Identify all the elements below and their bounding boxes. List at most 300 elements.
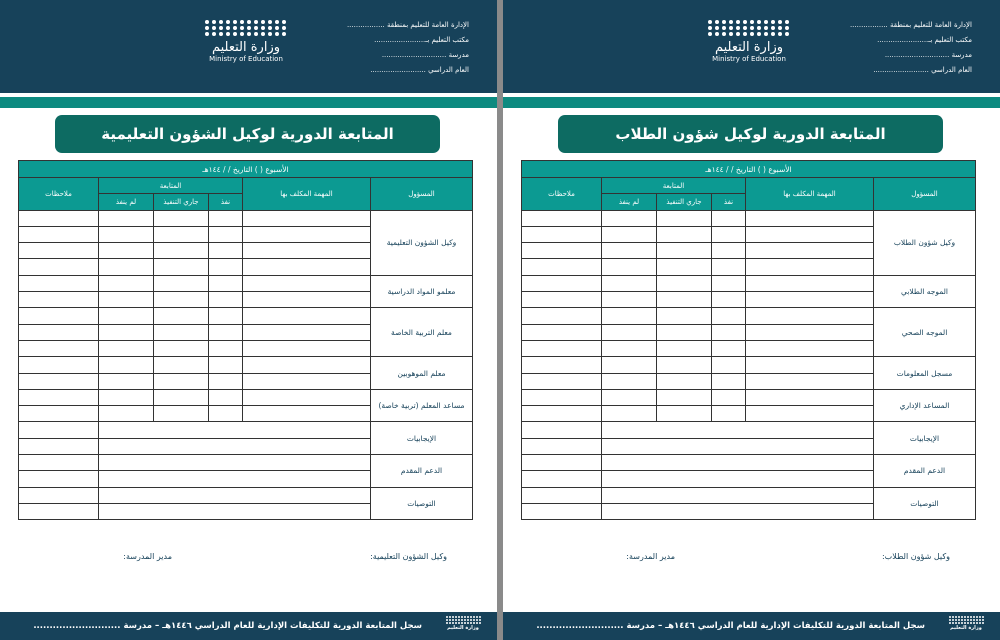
logo-dot: [949, 619, 951, 621]
logo-dot: [970, 619, 972, 621]
notes-cell[interactable]: [522, 292, 602, 308]
logo-dot: [976, 622, 978, 624]
in-progress-cell[interactable]: [154, 259, 209, 275]
responsible-cell: الموجه الصحي: [874, 308, 976, 357]
task-cell[interactable]: [243, 292, 371, 308]
not-done-cell[interactable]: [602, 210, 657, 226]
info-line: مكتب التعليم بـ.......................: [877, 36, 972, 44]
task-cell[interactable]: [746, 292, 874, 308]
notes-cell[interactable]: [19, 455, 99, 471]
logo-dot: [982, 622, 984, 624]
table-row: [522, 422, 976, 438]
logo-dot: [964, 622, 966, 624]
logo-dot: [212, 20, 216, 24]
notes-cell[interactable]: [522, 210, 602, 226]
not-done-cell[interactable]: [99, 308, 154, 324]
task-cell[interactable]: [243, 406, 371, 422]
notes-cell[interactable]: [19, 487, 99, 503]
logo-dot: [771, 20, 775, 24]
not-done-cell[interactable]: [602, 373, 657, 389]
not-done-cell[interactable]: [99, 292, 154, 308]
notes-cell[interactable]: [19, 275, 99, 291]
task-cell[interactable]: [243, 308, 371, 324]
summary-cell[interactable]: [99, 487, 371, 503]
logo-dot: [961, 622, 963, 624]
not-done-cell[interactable]: [602, 292, 657, 308]
summary-label-cell: التوصيات: [874, 487, 976, 520]
logo-dot: [254, 32, 258, 36]
agent-signature-label: وكيل شؤون الطلاب:: [881, 552, 950, 561]
done-cell[interactable]: [209, 292, 243, 308]
summary-cell[interactable]: [602, 422, 874, 438]
in-progress-cell[interactable]: [657, 226, 712, 242]
task-cell[interactable]: [243, 324, 371, 340]
logo-dot: [958, 616, 960, 618]
in-progress-cell[interactable]: [154, 292, 209, 308]
logo-dot: [212, 32, 216, 36]
in-progress-cell[interactable]: [154, 373, 209, 389]
table-row: [19, 487, 473, 503]
logo-dot: [949, 622, 951, 624]
in-progress-cell[interactable]: [154, 357, 209, 373]
logo-dot: [458, 619, 460, 621]
notes-cell[interactable]: [19, 438, 99, 454]
done-cell[interactable]: [712, 210, 746, 226]
not-done-cell[interactable]: [602, 324, 657, 340]
summary-cell[interactable]: [99, 455, 371, 471]
table-row: [19, 455, 473, 471]
logo-dot: [476, 616, 478, 618]
in-progress-header: جاري التنفيذ: [154, 194, 209, 210]
page-footer: [503, 612, 1000, 640]
not-done-cell[interactable]: [99, 210, 154, 226]
logo-dot: [736, 20, 740, 24]
responsible-cell: معلمو المواد الدراسية: [371, 275, 473, 308]
not-done-cell[interactable]: [602, 275, 657, 291]
summary-cell[interactable]: [99, 438, 371, 454]
task-header: المهمة المكلف بها: [746, 178, 874, 211]
notes-cell[interactable]: [19, 243, 99, 259]
logo-dot: [970, 616, 972, 618]
task-cell[interactable]: [243, 275, 371, 291]
logo-dot: [708, 32, 712, 36]
done-cell[interactable]: [712, 324, 746, 340]
logo-dot: [233, 32, 237, 36]
logo-dot: [254, 20, 258, 24]
in-progress-cell[interactable]: [657, 210, 712, 226]
in-progress-cell[interactable]: [657, 292, 712, 308]
notes-cell[interactable]: [522, 357, 602, 373]
done-cell[interactable]: [712, 406, 746, 422]
page-header: [503, 0, 1000, 93]
responsible-cell: معلم الموهوبين: [371, 357, 473, 390]
logo-dot: [976, 616, 978, 618]
logo-dot: [455, 619, 457, 621]
not-done-cell[interactable]: [99, 275, 154, 291]
logo-dot: [268, 32, 272, 36]
table-row: [19, 422, 473, 438]
not-done-cell[interactable]: [602, 226, 657, 242]
in-progress-cell[interactable]: [657, 324, 712, 340]
logo-dot: [247, 20, 251, 24]
in-progress-cell[interactable]: [657, 275, 712, 291]
logo-dot: [476, 619, 478, 621]
logo-dot: [476, 622, 478, 624]
done-cell[interactable]: [209, 210, 243, 226]
task-cell[interactable]: [746, 389, 874, 405]
done-cell[interactable]: [209, 308, 243, 324]
logo-dot: [261, 20, 265, 24]
followup-table: [521, 160, 976, 520]
responsible-cell: مساعد المعلم (تربية خاصة): [371, 389, 473, 422]
not-done-cell[interactable]: [99, 226, 154, 242]
logo-dot: [743, 26, 747, 30]
notes-cell[interactable]: [19, 357, 99, 373]
not-done-cell[interactable]: [602, 389, 657, 405]
logo-dot: [729, 32, 733, 36]
logo-dot: [254, 26, 258, 30]
task-cell[interactable]: [746, 406, 874, 422]
logo-dot: [240, 32, 244, 36]
responsible-header: المسؤول: [874, 178, 976, 211]
done-cell[interactable]: [209, 406, 243, 422]
page-title: المتابعة الدورية لوكيل شؤون الطلاب: [558, 115, 943, 153]
done-cell[interactable]: [712, 340, 746, 356]
footer-text: سجل المتابعة الدورية للتكليفات الإدارية للعام الدراسي ١٤٤٦هـ – مدرسة ...........................: [536, 621, 925, 631]
done-cell[interactable]: [209, 275, 243, 291]
logo-dot: [455, 622, 457, 624]
logo-dot: [233, 26, 237, 30]
logo-dots-icon: [946, 616, 986, 624]
in-progress-cell[interactable]: [154, 389, 209, 405]
not-done-cell[interactable]: [99, 259, 154, 275]
not-done-cell[interactable]: [99, 357, 154, 373]
table-row: [522, 275, 976, 291]
logo-dot: [708, 20, 712, 24]
logo-dot: [452, 622, 454, 624]
logo-dot: [461, 619, 463, 621]
logo-dot: [452, 619, 454, 621]
page-footer: [0, 612, 497, 640]
notes-cell[interactable]: [522, 275, 602, 291]
in-progress-cell[interactable]: [657, 340, 712, 356]
summary-cell[interactable]: [602, 487, 874, 503]
done-cell[interactable]: [209, 389, 243, 405]
done-cell[interactable]: [209, 226, 243, 242]
not-done-cell[interactable]: [99, 389, 154, 405]
logo-dot: [778, 26, 782, 30]
responsible-cell: المساعد الإداري: [874, 389, 976, 422]
not-done-cell[interactable]: [602, 243, 657, 259]
logo-dot: [964, 619, 966, 621]
task-cell[interactable]: [746, 275, 874, 291]
not-done-cell[interactable]: [602, 259, 657, 275]
task-cell[interactable]: [243, 210, 371, 226]
in-progress-cell[interactable]: [657, 243, 712, 259]
logo-dot: [268, 26, 272, 30]
notes-cell[interactable]: [19, 340, 99, 356]
logo-dot: [736, 26, 740, 30]
task-cell[interactable]: [243, 373, 371, 389]
logo-dot: [479, 616, 481, 618]
notes-cell[interactable]: [522, 389, 602, 405]
done-cell[interactable]: [712, 275, 746, 291]
school-info: [347, 18, 469, 78]
logo-dot: [449, 616, 451, 618]
done-cell[interactable]: [209, 324, 243, 340]
notes-cell[interactable]: [522, 438, 602, 454]
table-row: [522, 210, 976, 226]
ministry-logo: [205, 20, 287, 63]
logo-dot: [743, 32, 747, 36]
week-date-header: الأسبوع ( ) التاريخ / / ١٤٤هـ: [19, 161, 473, 178]
task-cell[interactable]: [746, 210, 874, 226]
done-cell[interactable]: [712, 389, 746, 405]
logo-dot: [275, 32, 279, 36]
task-cell[interactable]: [746, 259, 874, 275]
done-cell[interactable]: [209, 373, 243, 389]
notes-cell[interactable]: [522, 226, 602, 242]
logo-dot: [205, 20, 209, 24]
not-done-cell[interactable]: [99, 243, 154, 259]
principal-signature-label: مدير المدرسة:: [123, 552, 172, 561]
in-progress-cell[interactable]: [657, 389, 712, 405]
task-cell[interactable]: [243, 259, 371, 275]
done-cell[interactable]: [712, 259, 746, 275]
logo-dot: [715, 32, 719, 36]
footer-logo: [443, 616, 483, 631]
logo-dot: [473, 616, 475, 618]
done-cell[interactable]: [712, 357, 746, 373]
table-row: [522, 389, 976, 405]
in-progress-cell[interactable]: [154, 275, 209, 291]
summary-cell[interactable]: [602, 471, 874, 487]
logo-dot: [226, 20, 230, 24]
in-progress-cell[interactable]: [154, 324, 209, 340]
logo-dot: [205, 32, 209, 36]
logo-dot: [958, 622, 960, 624]
logo-dot: [268, 20, 272, 24]
done-cell[interactable]: [209, 259, 243, 275]
logo-dot: [226, 26, 230, 30]
done-cell[interactable]: [209, 357, 243, 373]
task-cell[interactable]: [746, 308, 874, 324]
in-progress-cell[interactable]: [657, 373, 712, 389]
table-row: [19, 308, 473, 324]
summary-label-cell: الإيجابيات: [371, 422, 473, 455]
logo-dot: [205, 26, 209, 30]
page-header: [0, 0, 497, 93]
not-done-cell[interactable]: [99, 324, 154, 340]
notes-cell[interactable]: [19, 503, 99, 519]
notes-cell[interactable]: [522, 503, 602, 519]
notes-cell[interactable]: [522, 487, 602, 503]
logo-dot: [757, 32, 761, 36]
notes-cell[interactable]: [19, 292, 99, 308]
done-cell[interactable]: [712, 308, 746, 324]
notes-cell[interactable]: [522, 422, 602, 438]
summary-cell[interactable]: [99, 471, 371, 487]
not-done-cell[interactable]: [99, 373, 154, 389]
form-page-right: [503, 0, 1000, 640]
notes-cell[interactable]: [19, 324, 99, 340]
in-progress-cell[interactable]: [154, 406, 209, 422]
notes-cell[interactable]: [19, 210, 99, 226]
table-row: [522, 357, 976, 373]
logo-dot: [233, 20, 237, 24]
info-line: مدرسة .............................: [381, 51, 469, 59]
table-row: [19, 210, 473, 226]
not-done-cell[interactable]: [602, 357, 657, 373]
logo-dot: [219, 26, 223, 30]
logo-dots-icon: [708, 20, 790, 36]
logo-dot: [949, 616, 951, 618]
in-progress-header: جاري التنفيذ: [657, 194, 712, 210]
logo-dot: [446, 616, 448, 618]
done-cell[interactable]: [712, 226, 746, 242]
summary-cell[interactable]: [602, 503, 874, 519]
in-progress-cell[interactable]: [154, 226, 209, 242]
task-cell[interactable]: [243, 226, 371, 242]
responsible-cell: وكيل شؤون الطلاب: [874, 210, 976, 275]
task-cell[interactable]: [746, 243, 874, 259]
task-cell[interactable]: [746, 226, 874, 242]
logo-dots-icon: [205, 20, 287, 36]
task-cell[interactable]: [746, 373, 874, 389]
logo-dot: [778, 20, 782, 24]
logo-dot: [729, 20, 733, 24]
logo-dot: [455, 616, 457, 618]
in-progress-cell[interactable]: [154, 210, 209, 226]
logo-arabic: وزارة التعليم: [714, 40, 784, 55]
notes-cell[interactable]: [19, 389, 99, 405]
not-done-cell[interactable]: [602, 406, 657, 422]
logo-dot: [771, 26, 775, 30]
in-progress-cell[interactable]: [657, 357, 712, 373]
logo-dot: [275, 26, 279, 30]
done-header: نفذ: [209, 194, 243, 210]
notes-cell[interactable]: [522, 455, 602, 471]
done-cell[interactable]: [209, 340, 243, 356]
logo-dot: [750, 20, 754, 24]
done-cell[interactable]: [712, 243, 746, 259]
summary-label-cell: الإيجابيات: [874, 422, 976, 455]
in-progress-cell[interactable]: [657, 308, 712, 324]
in-progress-cell[interactable]: [154, 243, 209, 259]
notes-cell[interactable]: [19, 422, 99, 438]
accent-strip: [503, 97, 1000, 108]
summary-cell[interactable]: [99, 503, 371, 519]
task-cell[interactable]: [243, 389, 371, 405]
not-done-header: لم ينفذ: [99, 194, 154, 210]
logo-dot: [764, 20, 768, 24]
in-progress-cell[interactable]: [657, 259, 712, 275]
logo-dot: [764, 26, 768, 30]
logo-dot: [964, 616, 966, 618]
logo-dot: [247, 26, 251, 30]
logo-dot: [479, 622, 481, 624]
logo-dot: [967, 616, 969, 618]
not-done-cell[interactable]: [602, 340, 657, 356]
logo-dot: [743, 20, 747, 24]
task-cell[interactable]: [243, 340, 371, 356]
notes-cell[interactable]: [522, 406, 602, 422]
summary-cell[interactable]: [602, 455, 874, 471]
task-cell[interactable]: [243, 243, 371, 259]
notes-cell[interactable]: [19, 373, 99, 389]
notes-cell[interactable]: [522, 373, 602, 389]
logo-dot: [461, 622, 463, 624]
logo-dot: [219, 20, 223, 24]
notes-cell[interactable]: [19, 406, 99, 422]
summary-label-cell: التوصيات: [371, 487, 473, 520]
logo-dot: [952, 619, 954, 621]
logo-dot: [275, 20, 279, 24]
notes-cell[interactable]: [19, 308, 99, 324]
notes-cell[interactable]: [522, 324, 602, 340]
logo-dot: [212, 26, 216, 30]
notes-cell[interactable]: [19, 471, 99, 487]
logo-dot: [473, 619, 475, 621]
summary-cell[interactable]: [602, 438, 874, 454]
done-cell[interactable]: [209, 243, 243, 259]
logo-dot: [261, 32, 265, 36]
summary-cell[interactable]: [99, 422, 371, 438]
not-done-header: لم ينفذ: [602, 194, 657, 210]
task-cell[interactable]: [243, 357, 371, 373]
notes-cell[interactable]: [522, 308, 602, 324]
logo-dot: [764, 32, 768, 36]
logo-dot: [955, 619, 957, 621]
logo-dot: [961, 616, 963, 618]
done-header: نفذ: [712, 194, 746, 210]
logo-dot: [247, 32, 251, 36]
logo-dot: [757, 26, 761, 30]
logo-dot: [282, 20, 286, 24]
logo-dot: [979, 616, 981, 618]
logo-dot: [722, 32, 726, 36]
info-line: العام الدراسي .........................: [370, 66, 469, 74]
table-row: [19, 357, 473, 373]
not-done-cell[interactable]: [99, 340, 154, 356]
done-cell[interactable]: [712, 373, 746, 389]
task-cell[interactable]: [746, 357, 874, 373]
logo-dot: [729, 26, 733, 30]
in-progress-cell[interactable]: [657, 406, 712, 422]
done-cell[interactable]: [712, 292, 746, 308]
not-done-cell[interactable]: [602, 308, 657, 324]
in-progress-cell[interactable]: [154, 340, 209, 356]
notes-cell[interactable]: [522, 243, 602, 259]
notes-cell[interactable]: [19, 259, 99, 275]
logo-dot: [470, 622, 472, 624]
task-cell[interactable]: [746, 340, 874, 356]
page-title: المتابعة الدورية لوكيل الشؤون التعليمية: [55, 115, 440, 153]
logo-dot: [446, 619, 448, 621]
task-cell[interactable]: [746, 324, 874, 340]
notes-cell[interactable]: [19, 226, 99, 242]
table-row: [19, 389, 473, 405]
notes-cell[interactable]: [522, 340, 602, 356]
logo-dot: [470, 616, 472, 618]
notes-cell[interactable]: [522, 471, 602, 487]
in-progress-cell[interactable]: [154, 308, 209, 324]
notes-cell[interactable]: [522, 259, 602, 275]
notes-header: ملاحظات: [19, 178, 99, 211]
not-done-cell[interactable]: [99, 406, 154, 422]
logo-dot: [979, 622, 981, 624]
logo-dot: [479, 619, 481, 621]
